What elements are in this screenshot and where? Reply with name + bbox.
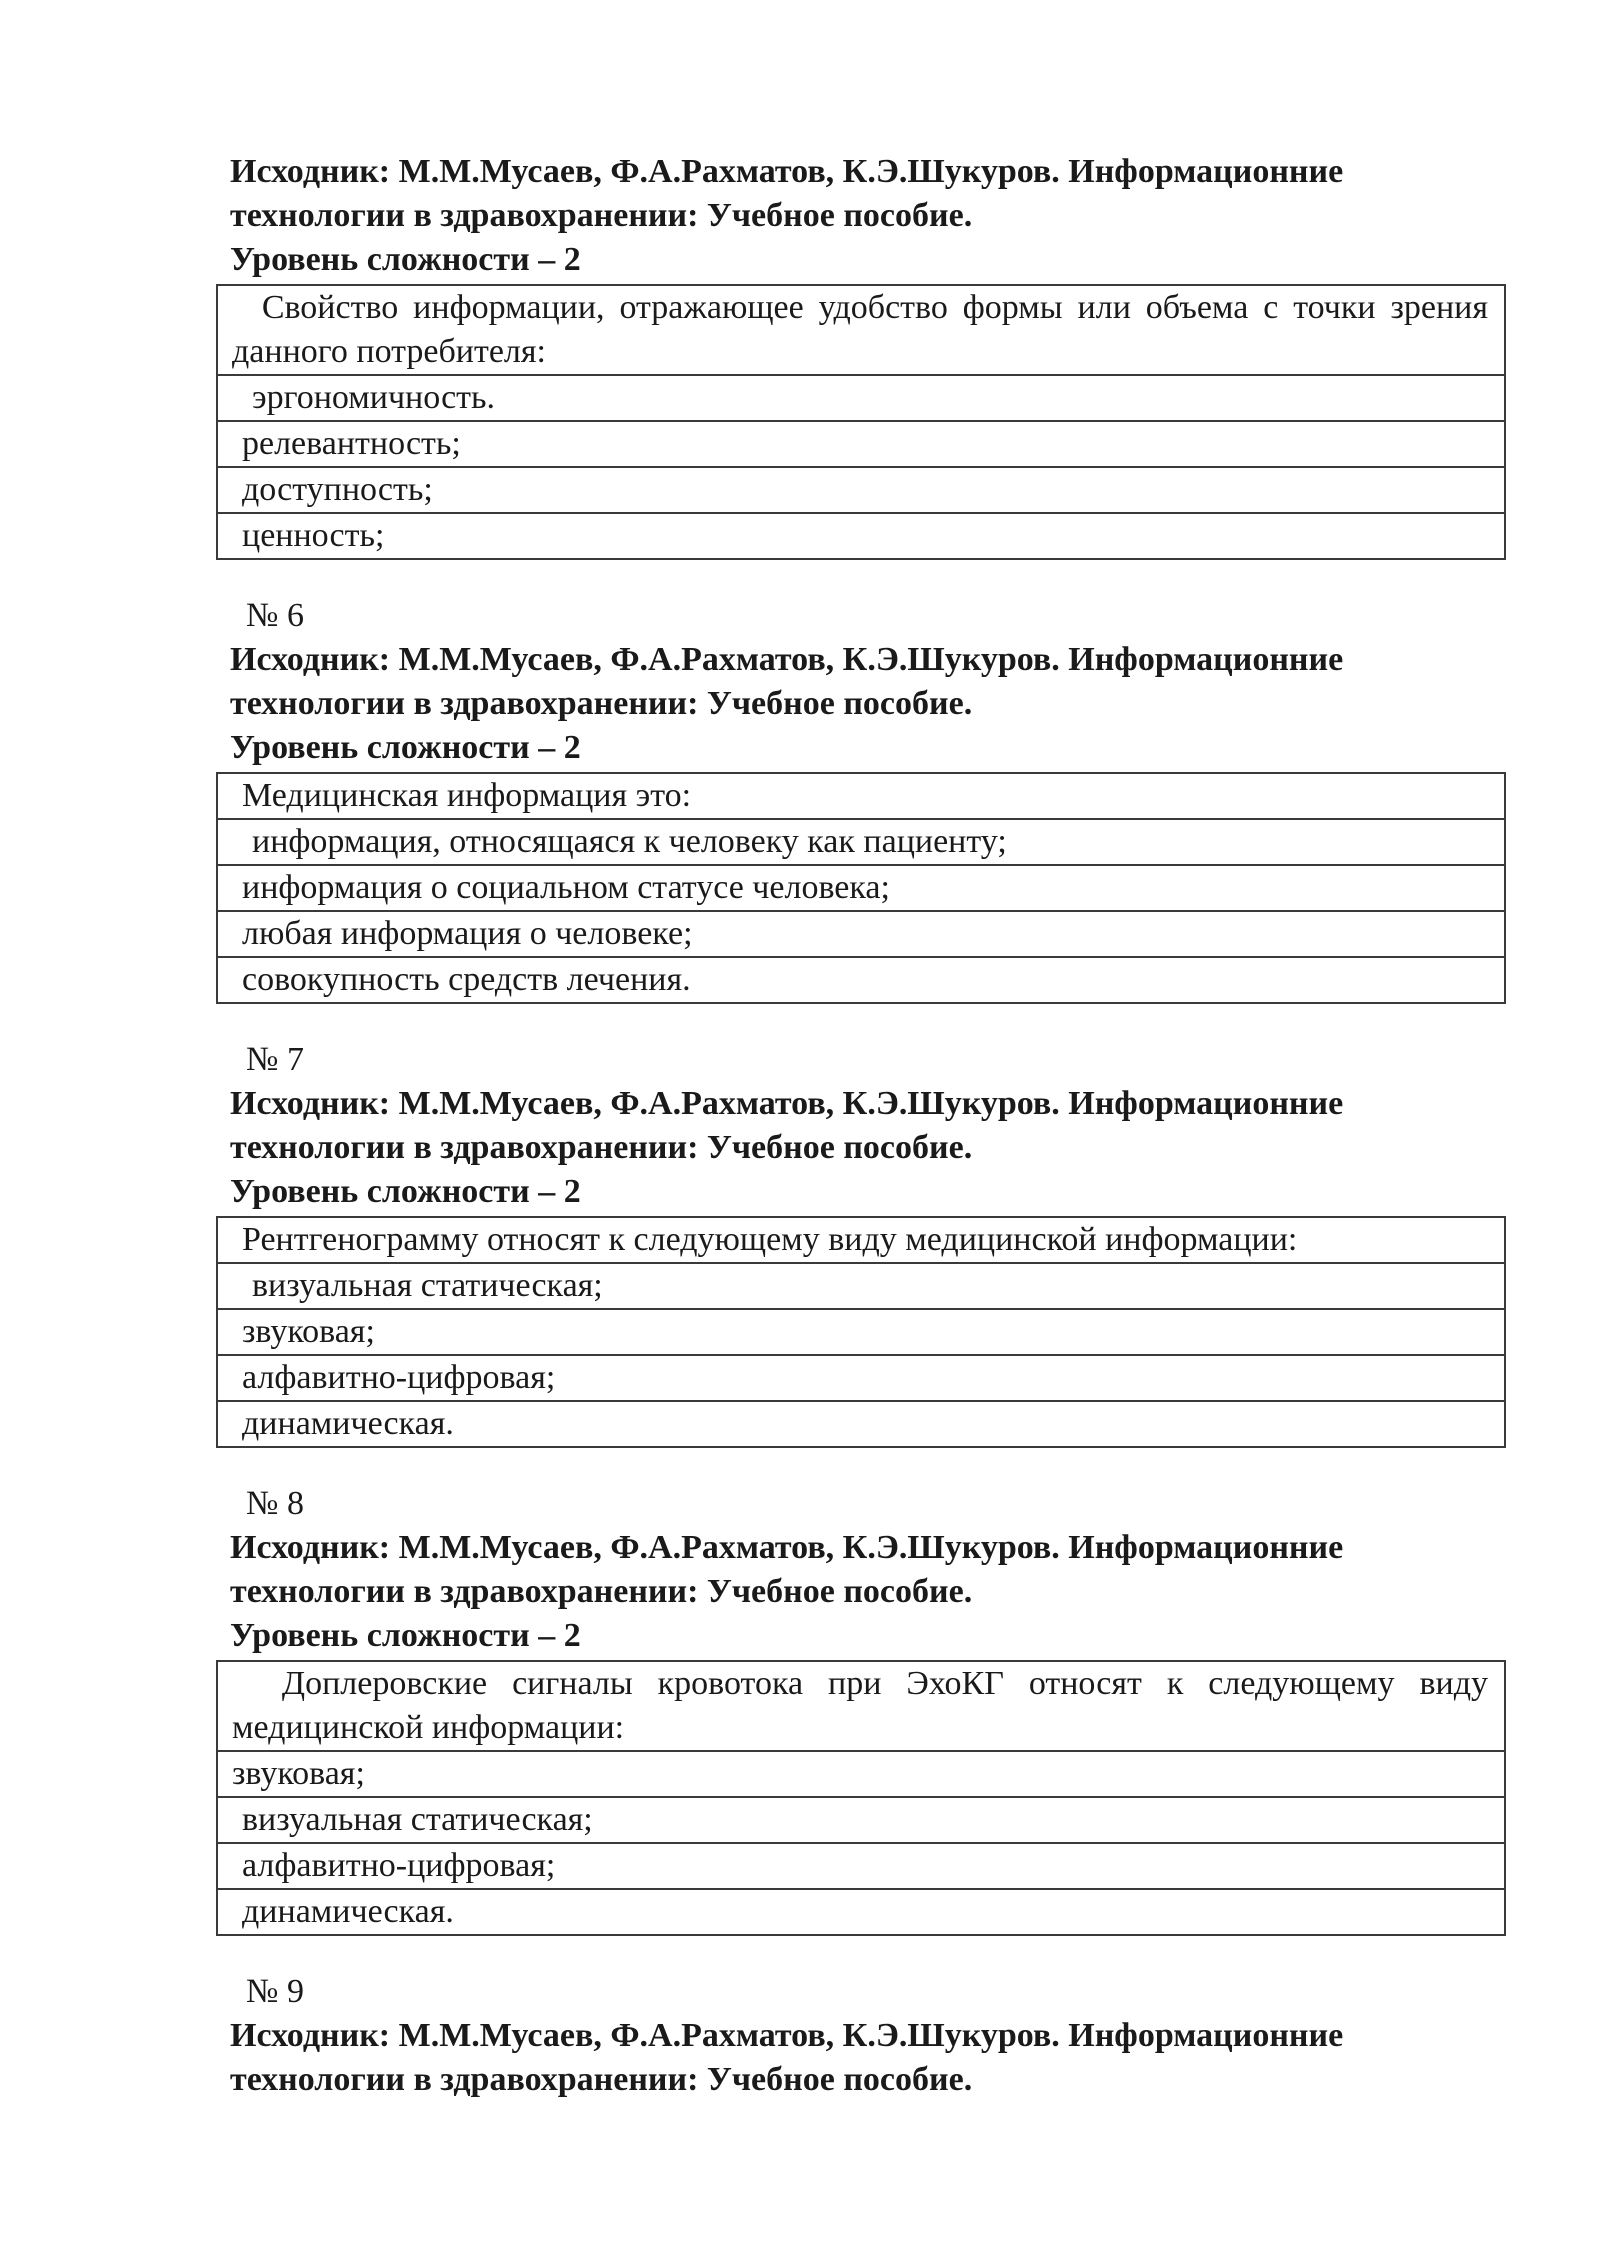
source-citation — [230, 638, 1520, 726]
answer-option: визуальная статическая; — [217, 1263, 1505, 1309]
question-number: № 9 — [246, 1973, 304, 2010]
answer-option: совокупность средств лечения. — [217, 957, 1505, 1003]
source-line-1: Исходник: М.М.Мусаев, Ф.А.Рахматов, К.Э.Шукуров. Информационние — [230, 153, 1344, 190]
source-line-1: Исходник: М.М.Мусаев, Ф.А.Рахматов, К.Э.Шукуров. Информационние — [230, 2017, 1344, 2054]
question-row — [217, 1217, 1505, 1263]
question-cell — [217, 285, 1505, 375]
question-number: № 7 — [246, 1041, 304, 1078]
question-text: Свойство информации, отражающее удобство формы или объема с точки зрения данного потребителя: — [232, 289, 1488, 370]
source-line-2: технологии в здравохранении: Учебное пособие. — [230, 2061, 973, 2098]
question-table — [216, 1216, 1506, 1448]
answer-row — [217, 911, 1505, 957]
source-line-1: Исходник: М.М.Мусаев, Ф.А.Рахматов, К.Э.Шукуров. Информационние — [230, 641, 1344, 678]
question-cell: Медицинская информация это: — [217, 773, 1505, 819]
answer-row — [217, 1797, 1505, 1843]
answer-row — [217, 1889, 1505, 1935]
question-text: Доплеровские сигналы кровотока при ЭхоКГ относят к следующему виду медицинской информации: — [232, 1665, 1488, 1746]
question-cell — [217, 1661, 1505, 1751]
question-cell: Рентгенограмму относят к следующему виду медицинской информации: — [217, 1217, 1505, 1263]
answer-row — [217, 513, 1505, 559]
answer-option: информация, относящаяся к человеку как пациенту; — [217, 819, 1505, 865]
answer-row — [217, 957, 1505, 1003]
question-number: № 6 — [246, 597, 304, 634]
question-table — [216, 1660, 1506, 1936]
answer-option: ценность; — [217, 513, 1505, 559]
source-line-2: технологии в здравохранении: Учебное пособие. — [230, 1129, 973, 1166]
source-citation — [230, 150, 1520, 238]
source-citation — [230, 1526, 1520, 1614]
answer-option: звуковая; — [217, 1751, 1505, 1797]
question-number: № 8 — [246, 1485, 304, 1522]
question-row — [217, 285, 1505, 375]
question-row — [217, 773, 1505, 819]
question-row — [217, 1661, 1505, 1751]
question-table — [216, 772, 1506, 1004]
question-table — [216, 284, 1506, 560]
answer-row — [217, 1309, 1505, 1355]
source-citation — [230, 2014, 1520, 2102]
answer-option: динамическая. — [217, 1889, 1505, 1935]
answer-row — [217, 421, 1505, 467]
answer-option: динамическая. — [217, 1401, 1505, 1447]
answer-option: информация о социальном статусе человека; — [217, 865, 1505, 911]
answer-row — [217, 375, 1505, 421]
difficulty-level: Уровень сложности – 2 — [230, 241, 581, 278]
answer-option: звуковая; — [217, 1309, 1505, 1355]
answer-option: эргономичность. — [217, 375, 1505, 421]
source-line-2: технологии в здравохранении: Учебное пособие. — [230, 197, 973, 234]
answer-option: релевантность; — [217, 421, 1505, 467]
difficulty-level: Уровень сложности – 2 — [230, 1617, 581, 1654]
answer-row — [217, 865, 1505, 911]
answer-option: визуальная статическая; — [217, 1797, 1505, 1843]
source-line-1: Исходник: М.М.Мусаев, Ф.А.Рахматов, К.Э.Шукуров. Информационние — [230, 1085, 1344, 1122]
source-line-1: Исходник: М.М.Мусаев, Ф.А.Рахматов, К.Э.Шукуров. Информационние — [230, 1529, 1344, 1566]
answer-option: алфавитно-цифровая; — [217, 1355, 1505, 1401]
answer-option: алфавитно-цифровая; — [217, 1843, 1505, 1889]
answer-option: доступность; — [217, 467, 1505, 513]
source-line-2: технологии в здравохранении: Учебное пособие. — [230, 1573, 973, 1610]
answer-row — [217, 467, 1505, 513]
source-citation — [230, 1082, 1520, 1170]
answer-row — [217, 1263, 1505, 1309]
difficulty-level: Уровень сложности – 2 — [230, 729, 581, 766]
answer-row — [217, 1401, 1505, 1447]
answer-row — [217, 1751, 1505, 1797]
source-line-2: технологии в здравохранении: Учебное пособие. — [230, 685, 973, 722]
answer-row — [217, 1843, 1505, 1889]
answer-row — [217, 819, 1505, 865]
answer-option: любая информация о человеке; — [217, 911, 1505, 957]
difficulty-level: Уровень сложности – 2 — [230, 1173, 581, 1210]
answer-row — [217, 1355, 1505, 1401]
